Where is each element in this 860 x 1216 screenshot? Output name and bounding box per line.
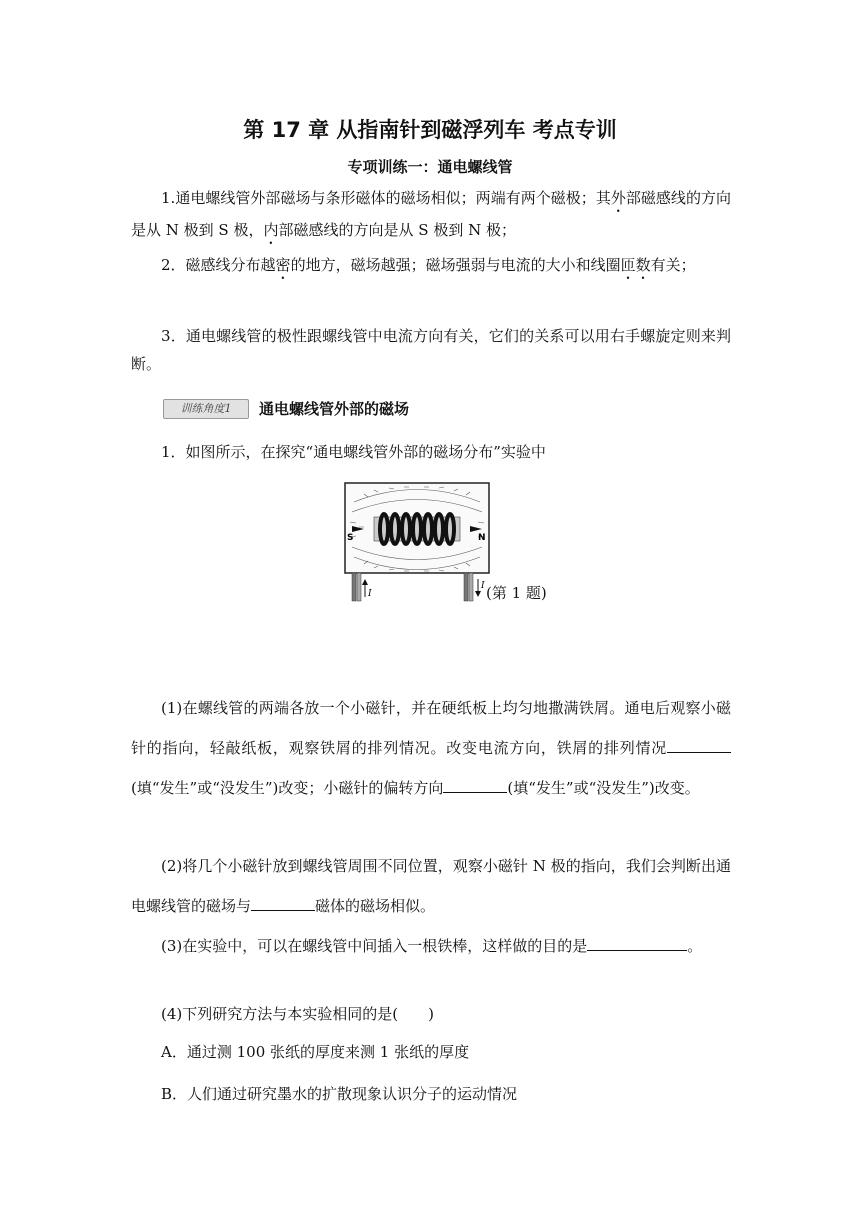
answer-blank[interactable] <box>251 895 315 911</box>
knowledge-point-2 <box>131 251 731 283</box>
question-text: 磁体的磁场相似。 <box>315 897 436 915</box>
page-title: 第 17 章 从指南针到磁浮列车 考点专训 <box>243 118 617 142</box>
knowledge-point-3: 3．通电螺线管的极性跟螺线管中电流方向有关，它们的关系可以用右手螺旋定则来判断。 <box>131 327 731 373</box>
answer-blank[interactable] <box>443 777 507 793</box>
emphasis-text: 外 <box>610 189 626 207</box>
right-lead-wire <box>464 573 468 601</box>
figure-caption: (第 1 题) <box>486 584 547 602</box>
question-text: (填“发生”或“没发生”)改变；小磁针的偏转方向 <box>131 779 444 797</box>
option-a: A．通过测 100 张纸的厚度来测 1 张纸的厚度 <box>161 1043 470 1061</box>
training-angle-header <box>163 398 409 419</box>
solenoid-figure <box>344 482 490 602</box>
answer-blank[interactable] <box>587 935 687 951</box>
question-text: (填“发生”或“没发生”)改变。 <box>507 779 700 797</box>
right-lead-wire-2 <box>469 573 473 601</box>
question-1-part-3 <box>131 926 731 966</box>
n-pole-label: N <box>478 533 486 543</box>
current-label-right: I <box>481 581 485 591</box>
option-b: B．人们通过研究墨水的扩散现象认识分子的运动情况 <box>161 1085 518 1103</box>
knowledge-text: 有关； <box>650 256 696 274</box>
left-lead-wire-2 <box>357 573 361 601</box>
knowledge-text: 1.通电螺线管外部磁场与条形磁体的磁场相似；两端有两个磁极；其 <box>161 189 611 207</box>
question-1-part-1 <box>131 688 731 808</box>
question-text: 。 <box>687 937 703 955</box>
knowledge-text: 部磁感线的方向是从 S 极到 N 极； <box>278 221 516 239</box>
training-angle-tag: 训练角度1 <box>163 399 249 419</box>
emphasis-text: 密 <box>275 256 291 274</box>
knowledge-text: 2．磁感线分布越 <box>161 256 276 274</box>
knowledge-text: 的地方，磁场越强；磁场强弱与电流的大小和线圈 <box>290 256 621 274</box>
knowledge-text: 部磁感线的方向是从 N 极到 S 极， <box>131 189 731 239</box>
question-text: (3)在实验中，可以在螺线管中间插入一根铁棒，这样做的目的是 <box>161 937 588 955</box>
answer-blank[interactable] <box>667 737 731 753</box>
left-lead-wire <box>352 573 356 601</box>
question-text: (1)在螺线管的两端各放一个小磁针，并在硬纸板上均匀地撒满铁屑。通电后观察小磁针的指向，轻敲纸板，观察铁屑的排列情况。改变电流方向，铁屑的排列情况 <box>131 699 731 757</box>
emphasis-text: 匝数 <box>620 256 651 274</box>
emphasis-text: 内 <box>263 221 279 239</box>
current-label-left: I <box>368 589 372 599</box>
question-1-stem: 1．如图所示，在探究“通电螺线管外部的磁场分布”实验中 <box>161 443 546 461</box>
question-text: (2)将几个小磁针放到螺线管周围不同位置，观察小磁针 N 极的指向，我们会判断出通电螺线管的磁场与 <box>131 857 731 915</box>
question-1-part-4: (4)下列研究方法与本实验相同的是( ) <box>161 1005 434 1023</box>
section-subtitle: 专项训练一：通电螺线管 <box>347 158 513 176</box>
s-pole-label: S <box>347 533 354 543</box>
question-1-part-2 <box>131 846 731 926</box>
training-angle-title: 通电螺线管外部的磁场 <box>259 400 410 418</box>
knowledge-point-1 <box>131 184 731 248</box>
